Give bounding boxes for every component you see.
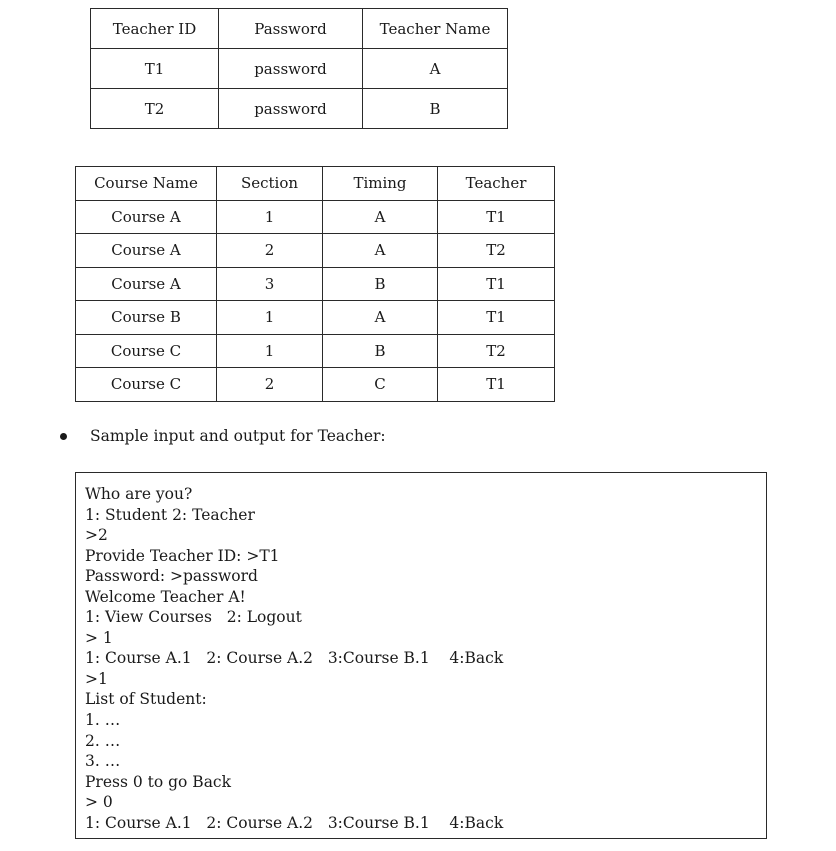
console-line: Password: >password: [85, 567, 258, 586]
table-cell: 3: [217, 267, 323, 301]
table-row: [76, 267, 555, 301]
console-line: > 1: [85, 628, 113, 647]
table-cell: Course C: [76, 368, 217, 402]
teacher-table: [90, 8, 508, 129]
table-cell: T2: [91, 89, 219, 129]
console-line: 1: View Courses 2: Logout: [85, 608, 302, 627]
table-cell: Course A: [76, 234, 217, 268]
table-row: [76, 301, 555, 335]
console-line: > 0: [85, 793, 113, 812]
table-cell: T2: [438, 234, 555, 268]
course-table-header: Teacher: [438, 167, 555, 201]
console-line: >2: [85, 526, 108, 545]
table-row: [91, 89, 508, 129]
table-cell: B: [363, 89, 508, 129]
course-table-header: Section: [217, 167, 323, 201]
table-cell: 2: [217, 368, 323, 402]
console-line: List of Student:: [85, 690, 207, 709]
table-cell: 1: [217, 200, 323, 234]
console-line: Provide Teacher ID: >T1: [85, 546, 280, 565]
table-cell: C: [323, 368, 438, 402]
console-line: Who are you?: [85, 485, 193, 503]
console-line: 2. …: [85, 731, 121, 750]
table-cell: A: [323, 234, 438, 268]
table-cell: 2: [217, 234, 323, 268]
table-cell: 1: [217, 301, 323, 335]
table-cell: B: [323, 267, 438, 301]
table-cell: password: [219, 89, 363, 129]
table-cell: Course A: [76, 200, 217, 234]
console-line: 1: Course A.1 2: Course A.2 3:Course B.1 4:Back: [85, 813, 504, 832]
table-cell: 1: [217, 334, 323, 368]
table-cell: A: [363, 49, 508, 89]
console-line: 1: Course A.1 2: Course A.2 3:Course B.1 4:Back: [85, 649, 504, 668]
teacher-table-header: Teacher Name: [363, 9, 508, 49]
course-table-header: Course Name: [76, 167, 217, 201]
console-line: 3. …: [85, 752, 121, 771]
teacher-table-header: Password: [219, 9, 363, 49]
table-row: [76, 334, 555, 368]
console-output-box: [75, 472, 767, 839]
table-cell: Course C: [76, 334, 217, 368]
course-table-header-row: [76, 167, 555, 201]
table-row: [76, 368, 555, 402]
console-line: 1. …: [85, 711, 121, 730]
table-cell: Course B: [76, 301, 217, 335]
table-cell: A: [323, 301, 438, 335]
console-line: Press 0 to go Back: [85, 772, 232, 791]
table-row: [76, 234, 555, 268]
table-cell: A: [323, 200, 438, 234]
console-line: Welcome Teacher A!: [85, 587, 246, 606]
teacher-table-header-row: [91, 9, 508, 49]
table-cell: T1: [438, 267, 555, 301]
bullet-item: [60, 427, 386, 445]
table-cell: T1: [438, 200, 555, 234]
course-table: [75, 166, 555, 402]
table-row: [91, 49, 508, 89]
table-cell: password: [219, 49, 363, 89]
table-cell: T1: [438, 301, 555, 335]
table-cell: Course A: [76, 267, 217, 301]
course-table-header: Timing: [323, 167, 438, 201]
console-line: 1: Student 2: Teacher: [85, 505, 255, 524]
table-cell: B: [323, 334, 438, 368]
table-cell: T1: [91, 49, 219, 89]
console-line: >1: [85, 669, 108, 688]
bullet-text: Sample input and output for Teacher:: [90, 427, 386, 445]
table-row: [76, 200, 555, 234]
bullet-icon: [60, 433, 67, 440]
teacher-table-header: Teacher ID: [91, 9, 219, 49]
table-cell: T1: [438, 368, 555, 402]
table-cell: T2: [438, 334, 555, 368]
